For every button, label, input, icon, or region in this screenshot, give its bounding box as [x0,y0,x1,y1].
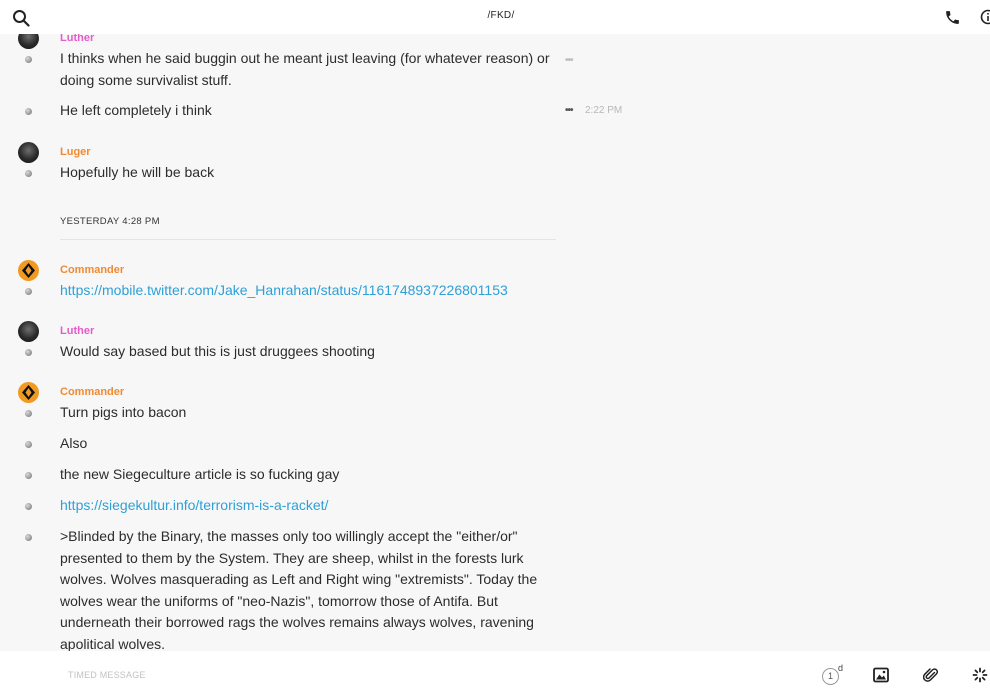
message-text: Also [60,435,88,451]
avatar[interactable] [18,142,39,163]
message-text: Hopefully he will be back [60,164,215,180]
message-input[interactable]: TIMED MESSAGE [68,670,146,680]
read-status-icon [25,349,32,356]
divider [60,239,556,240]
read-status-icon [25,56,32,63]
image-icon[interactable] [873,667,889,683]
read-status-icon [25,472,32,479]
message-author[interactable]: Luther [60,34,95,44]
read-status-icon [25,288,32,295]
read-status-icon [25,441,32,448]
more-icon[interactable]: ••• [565,55,573,66]
top-bar [0,0,990,34]
message-text: I thinks when he said buggin out he meant just leaving (for whatever reason) or doing some survivalist stuff. [60,50,550,88]
message-options[interactable] [565,105,622,116]
read-status-icon [25,534,32,541]
composer-bar [0,651,990,700]
timer-button[interactable] [822,663,844,686]
timer-unit: d [838,663,844,673]
message-text: Would say based but this is just druggees shooting [60,343,375,359]
info-icon[interactable] [980,9,990,25]
message-link[interactable]: https://siegekultur.info/terrorism-is-a-racket/ [60,497,329,513]
avatar[interactable] [18,321,39,342]
paperclip-icon[interactable] [923,667,939,683]
message-author[interactable]: Luger [60,146,91,158]
avatar[interactable] [18,34,39,49]
message-text: He left completely i think [60,102,212,118]
read-status-icon [25,108,32,115]
message-author[interactable]: Commander [60,264,125,276]
read-status-icon [25,503,32,510]
diamond-icon [22,263,35,278]
sparkle-icon[interactable] [972,667,988,683]
message-link[interactable]: https://mobile.twitter.com/Jake_Hanrahan/status/1161748937226801153 [60,282,508,298]
message-text: >Blinded by the Binary, the masses only too willingly accept the "either/or" presented to them by the System. They are sheep, whilst in the forests lurk wolves. Wolves masquerading as Left and Right wing "extremists". Today the wolves wear the uniforms of "neo-Nazis", tomorrow those of Antifa. But underneath their borrowed rags the wolves remains always wolves, ravening apolitical wolves. [60,528,538,651]
message-author[interactable]: Luther [60,325,95,337]
phone-icon[interactable] [944,9,961,26]
message-text: the new Siegeculture article is so fucking gay [60,466,340,482]
message-feed[interactable] [0,34,990,651]
read-status-icon [25,410,32,417]
read-status-icon [25,170,32,177]
date-separator: YESTERDAY 4:28 PM [60,216,160,227]
message-timestamp: 2:22 PM [585,105,623,116]
more-icon[interactable]: ••• [565,105,573,116]
message-author[interactable]: Commander [60,386,125,398]
timer-value: 1 [822,668,839,685]
avatar[interactable] [18,260,39,281]
diamond-icon [22,385,35,400]
conversation-title: /FKD/ [487,10,515,21]
message-text: Turn pigs into bacon [60,404,187,420]
message-options[interactable] [565,55,585,66]
avatar[interactable] [18,382,39,403]
